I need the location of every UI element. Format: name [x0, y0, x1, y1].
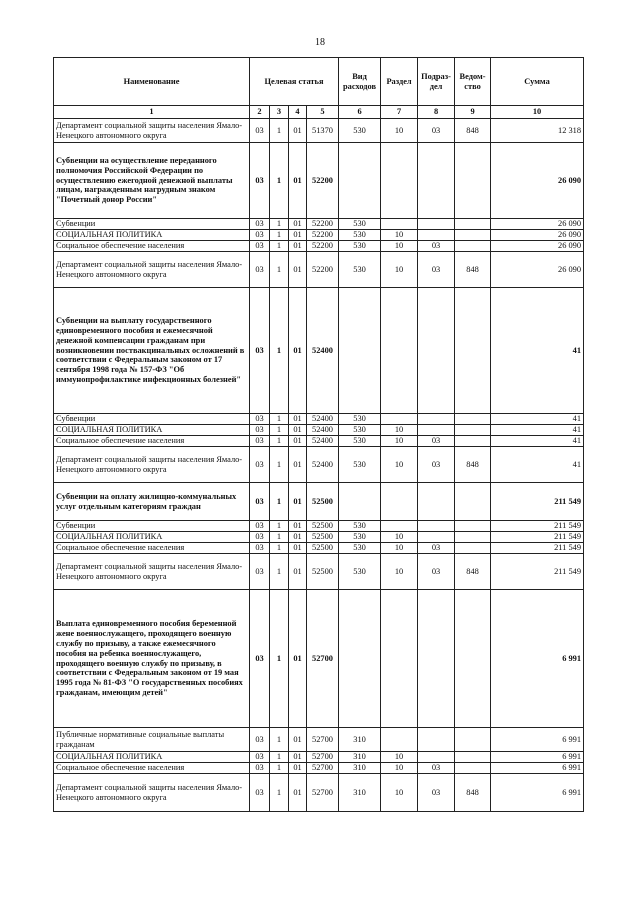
- row-sum: 6 991: [491, 752, 584, 763]
- row-name: Департамент социальной защиты населения Ямало-Ненецкого автономного округа: [54, 252, 250, 288]
- row-target-4: 51370: [307, 119, 339, 143]
- row-name: Департамент социальной защиты населения Ямало-Ненецкого автономного округа: [54, 447, 250, 483]
- row-expense-type: 530: [339, 252, 381, 288]
- table-row: [54, 447, 584, 483]
- row-section: [381, 521, 418, 532]
- row-target-3: 01: [289, 447, 307, 483]
- row-subsection: 03: [418, 241, 455, 252]
- row-target-3: 01: [289, 521, 307, 532]
- header-name: Наименование: [54, 58, 250, 106]
- row-target-3: 01: [289, 252, 307, 288]
- row-name: СОЦИАЛЬНАЯ ПОЛИТИКА: [54, 425, 250, 436]
- row-subsection: [418, 230, 455, 241]
- row-section: [381, 288, 418, 414]
- row-target-3: 01: [289, 752, 307, 763]
- column-number: 8: [418, 106, 455, 119]
- row-target-3: 01: [289, 241, 307, 252]
- row-section: [381, 483, 418, 521]
- row-name: Субвенции: [54, 521, 250, 532]
- row-sum: 211 549: [491, 554, 584, 590]
- row-target-4: 52400: [307, 436, 339, 447]
- row-target-4: 52400: [307, 447, 339, 483]
- row-subsection: [418, 219, 455, 230]
- row-target-4: 52400: [307, 425, 339, 436]
- row-subsection: [418, 288, 455, 414]
- column-number: 7: [381, 106, 418, 119]
- row-sum: 41: [491, 288, 584, 414]
- row-target-3: 01: [289, 543, 307, 554]
- row-department: 848: [455, 774, 491, 812]
- table-row: [54, 543, 584, 554]
- column-number: 10: [491, 106, 584, 119]
- row-target-2: 1: [270, 532, 289, 543]
- row-name: Публичные нормативные социальные выплаты гражданам: [54, 728, 250, 752]
- row-department: [455, 763, 491, 774]
- row-subsection: [418, 483, 455, 521]
- row-target-1: 03: [250, 774, 270, 812]
- table-row: [54, 436, 584, 447]
- row-expense-type: [339, 483, 381, 521]
- row-department: [455, 752, 491, 763]
- row-target-1: 03: [250, 425, 270, 436]
- row-target-1: 03: [250, 436, 270, 447]
- row-target-2: 1: [270, 763, 289, 774]
- row-expense-type: 530: [339, 230, 381, 241]
- row-subsection: 03: [418, 119, 455, 143]
- row-expense-type: 310: [339, 728, 381, 752]
- row-target-1: 03: [250, 241, 270, 252]
- row-expense-type: 530: [339, 543, 381, 554]
- table-row: [54, 483, 584, 521]
- row-section: [381, 728, 418, 752]
- header-sum: Сумма: [491, 58, 584, 106]
- row-target-2: 1: [270, 241, 289, 252]
- row-subsection: 03: [418, 774, 455, 812]
- row-subsection: [418, 590, 455, 728]
- row-subsection: 03: [418, 447, 455, 483]
- row-department: [455, 532, 491, 543]
- row-name: Социальное обеспечение населения: [54, 543, 250, 554]
- column-number: 5: [307, 106, 339, 119]
- table-body: [54, 119, 584, 812]
- row-subsection: 03: [418, 252, 455, 288]
- row-target-2: 1: [270, 554, 289, 590]
- table-row: [54, 728, 584, 752]
- table-row: [54, 143, 584, 219]
- row-expense-type: 530: [339, 425, 381, 436]
- row-target-4: 52500: [307, 543, 339, 554]
- row-sum: 41: [491, 436, 584, 447]
- row-department: [455, 288, 491, 414]
- row-target-2: 1: [270, 436, 289, 447]
- row-department: [455, 521, 491, 532]
- row-subsection: [418, 425, 455, 436]
- table-row: [54, 119, 584, 143]
- row-department: 848: [455, 252, 491, 288]
- row-name: Департамент социальной защиты населения Ямало-Ненецкого автономного округа: [54, 554, 250, 590]
- row-sum: 12 318: [491, 119, 584, 143]
- row-expense-type: 310: [339, 763, 381, 774]
- row-sum: 26 090: [491, 252, 584, 288]
- row-expense-type: 530: [339, 119, 381, 143]
- header-department: Ведом-ство: [455, 58, 491, 106]
- row-target-3: 01: [289, 288, 307, 414]
- table-row: [54, 532, 584, 543]
- row-sum: 211 549: [491, 543, 584, 554]
- row-target-2: 1: [270, 728, 289, 752]
- row-expense-type: 530: [339, 554, 381, 590]
- row-subsection: 03: [418, 554, 455, 590]
- row-target-3: 01: [289, 230, 307, 241]
- row-target-3: 01: [289, 590, 307, 728]
- row-sum: 6 991: [491, 728, 584, 752]
- row-target-1: 03: [250, 252, 270, 288]
- row-name: Субвенции на оплату жилищно-коммунальных услуг отдельным категориям граждан: [54, 483, 250, 521]
- row-target-3: 01: [289, 532, 307, 543]
- table-row: [54, 752, 584, 763]
- table-row: [54, 414, 584, 425]
- row-name: СОЦИАЛЬНАЯ ПОЛИТИКА: [54, 532, 250, 543]
- row-target-3: 01: [289, 728, 307, 752]
- row-section: 10: [381, 252, 418, 288]
- column-number: 2: [250, 106, 270, 119]
- row-target-2: 1: [270, 483, 289, 521]
- row-department: [455, 436, 491, 447]
- column-number: 3: [270, 106, 289, 119]
- budget-table: [53, 57, 584, 812]
- row-target-4: 52700: [307, 728, 339, 752]
- row-section: 10: [381, 543, 418, 554]
- row-target-1: 03: [250, 483, 270, 521]
- row-subsection: [418, 752, 455, 763]
- row-department: [455, 483, 491, 521]
- row-section: 10: [381, 774, 418, 812]
- row-sum: 211 549: [491, 521, 584, 532]
- row-target-2: 1: [270, 521, 289, 532]
- row-department: [455, 241, 491, 252]
- row-target-1: 03: [250, 119, 270, 143]
- row-name: Департамент социальной защиты населения Ямало-Ненецкого автономного округа: [54, 774, 250, 812]
- row-section: 10: [381, 752, 418, 763]
- row-section: 10: [381, 119, 418, 143]
- row-expense-type: 530: [339, 219, 381, 230]
- row-section: 10: [381, 447, 418, 483]
- row-target-1: 03: [250, 288, 270, 414]
- row-section: [381, 590, 418, 728]
- row-subsection: 03: [418, 763, 455, 774]
- row-sum: 26 090: [491, 143, 584, 219]
- row-target-1: 03: [250, 414, 270, 425]
- row-target-4: 52700: [307, 752, 339, 763]
- row-target-2: 1: [270, 414, 289, 425]
- row-sum: 6 991: [491, 774, 584, 812]
- column-number: 4: [289, 106, 307, 119]
- row-target-4: 52700: [307, 774, 339, 812]
- row-target-2: 1: [270, 119, 289, 143]
- row-target-4: 52200: [307, 241, 339, 252]
- row-section: 10: [381, 425, 418, 436]
- row-department: [455, 425, 491, 436]
- column-number: 1: [54, 106, 250, 119]
- row-sum: 41: [491, 425, 584, 436]
- row-expense-type: [339, 288, 381, 414]
- row-subsection: [418, 414, 455, 425]
- row-name: Субвенции: [54, 414, 250, 425]
- row-target-4: 52400: [307, 288, 339, 414]
- row-target-4: 52200: [307, 143, 339, 219]
- row-department: [455, 219, 491, 230]
- column-number: 9: [455, 106, 491, 119]
- row-target-4: 52200: [307, 252, 339, 288]
- row-section: 10: [381, 436, 418, 447]
- row-name: Социальное обеспечение населения: [54, 436, 250, 447]
- row-target-4: 52200: [307, 230, 339, 241]
- row-sum: 41: [491, 447, 584, 483]
- row-target-2: 1: [270, 143, 289, 219]
- row-target-1: 03: [250, 532, 270, 543]
- row-sum: 26 090: [491, 230, 584, 241]
- header-section: Раздел: [381, 58, 418, 106]
- row-section: 10: [381, 763, 418, 774]
- header-target-article: Целевая статья: [250, 58, 339, 106]
- table-row: [54, 521, 584, 532]
- row-expense-type: 530: [339, 414, 381, 425]
- row-target-3: 01: [289, 414, 307, 425]
- row-target-1: 03: [250, 143, 270, 219]
- row-section: [381, 414, 418, 425]
- row-target-2: 1: [270, 288, 289, 414]
- row-expense-type: 530: [339, 521, 381, 532]
- row-target-4: 52500: [307, 483, 339, 521]
- row-target-2: 1: [270, 219, 289, 230]
- row-target-3: 01: [289, 554, 307, 590]
- column-number: 6: [339, 106, 381, 119]
- row-target-2: 1: [270, 774, 289, 812]
- table-header-row: [54, 58, 584, 106]
- row-target-2: 1: [270, 447, 289, 483]
- row-name: Выплата единовременного пособия беременной жене военнослужащего, проходящего военную службу по призыву, а также ежемесячного пособия на ребенка военнослужащего, проходящего военную службу по призыву, в соответствии с Федеральным законом от 19 мая 1995 года № 81-ФЗ "О государственных пособиях гражданам, имеющим детей": [54, 590, 250, 728]
- row-target-2: 1: [270, 230, 289, 241]
- row-target-4: 52500: [307, 554, 339, 590]
- table-row: [54, 219, 584, 230]
- row-expense-type: 310: [339, 752, 381, 763]
- row-name: Субвенции на осуществление переданного полномочия Российской Федерации по осуществлению ежегодной денежной выплаты лицам, награжденным нагрудным знаком "Почетный донор России": [54, 143, 250, 219]
- page-number: 18: [315, 37, 325, 48]
- row-department: 848: [455, 554, 491, 590]
- column-number-row: [54, 106, 584, 119]
- row-target-2: 1: [270, 752, 289, 763]
- row-sum: 211 549: [491, 483, 584, 521]
- table-row: [54, 763, 584, 774]
- table-row: [54, 230, 584, 241]
- row-target-2: 1: [270, 590, 289, 728]
- row-target-4: 52500: [307, 532, 339, 543]
- row-department: 848: [455, 447, 491, 483]
- row-subsection: [418, 521, 455, 532]
- row-target-2: 1: [270, 425, 289, 436]
- row-sum: 26 090: [491, 219, 584, 230]
- row-target-4: 52700: [307, 590, 339, 728]
- row-target-1: 03: [250, 447, 270, 483]
- table-row: [54, 425, 584, 436]
- row-target-1: 03: [250, 752, 270, 763]
- row-department: [455, 590, 491, 728]
- row-subsection: [418, 143, 455, 219]
- row-sum: 6 991: [491, 590, 584, 728]
- row-department: 848: [455, 119, 491, 143]
- row-target-1: 03: [250, 590, 270, 728]
- row-sum: 41: [491, 414, 584, 425]
- row-name: СОЦИАЛЬНАЯ ПОЛИТИКА: [54, 752, 250, 763]
- row-expense-type: [339, 590, 381, 728]
- row-expense-type: 530: [339, 436, 381, 447]
- row-section: 10: [381, 230, 418, 241]
- table-row: [54, 554, 584, 590]
- header-subsection: Подраз-дел: [418, 58, 455, 106]
- row-section: 10: [381, 241, 418, 252]
- row-target-1: 03: [250, 763, 270, 774]
- row-section: [381, 143, 418, 219]
- row-target-3: 01: [289, 436, 307, 447]
- row-target-1: 03: [250, 728, 270, 752]
- row-target-2: 1: [270, 252, 289, 288]
- table-row: [54, 252, 584, 288]
- row-target-3: 01: [289, 483, 307, 521]
- table-row: [54, 288, 584, 414]
- row-name: Субвенции: [54, 219, 250, 230]
- row-target-2: 1: [270, 543, 289, 554]
- row-department: [455, 230, 491, 241]
- row-target-1: 03: [250, 219, 270, 230]
- row-name: Социальное обеспечение населения: [54, 241, 250, 252]
- row-target-3: 01: [289, 119, 307, 143]
- row-name: Департамент социальной защиты населения Ямало-Ненецкого автономного округа: [54, 119, 250, 143]
- row-target-4: 52400: [307, 414, 339, 425]
- row-expense-type: [339, 143, 381, 219]
- row-target-4: 52500: [307, 521, 339, 532]
- table-row: [54, 590, 584, 728]
- row-target-3: 01: [289, 763, 307, 774]
- row-sum: 211 549: [491, 532, 584, 543]
- row-target-4: 52700: [307, 763, 339, 774]
- table-row: [54, 774, 584, 812]
- row-target-3: 01: [289, 143, 307, 219]
- row-name: Социальное обеспечение населения: [54, 763, 250, 774]
- row-sum: 6 991: [491, 763, 584, 774]
- row-expense-type: 530: [339, 447, 381, 483]
- row-target-1: 03: [250, 230, 270, 241]
- row-subsection: 03: [418, 543, 455, 554]
- row-target-1: 03: [250, 543, 270, 554]
- row-expense-type: 530: [339, 532, 381, 543]
- header-expense-type: Вид расходов: [339, 58, 381, 106]
- row-section: [381, 219, 418, 230]
- row-section: 10: [381, 554, 418, 590]
- row-department: [455, 143, 491, 219]
- row-subsection: [418, 728, 455, 752]
- row-department: [455, 414, 491, 425]
- row-target-1: 03: [250, 521, 270, 532]
- row-department: [455, 728, 491, 752]
- row-expense-type: 310: [339, 774, 381, 812]
- row-target-4: 52200: [307, 219, 339, 230]
- row-section: 10: [381, 532, 418, 543]
- row-target-3: 01: [289, 425, 307, 436]
- row-sum: 26 090: [491, 241, 584, 252]
- row-subsection: [418, 532, 455, 543]
- table-row: [54, 241, 584, 252]
- row-target-1: 03: [250, 554, 270, 590]
- row-target-3: 01: [289, 219, 307, 230]
- row-name: СОЦИАЛЬНАЯ ПОЛИТИКА: [54, 230, 250, 241]
- row-subsection: 03: [418, 436, 455, 447]
- row-target-3: 01: [289, 774, 307, 812]
- row-name: Субвенции на выплату государственного единовременного пособия и ежемесячной денежной компенсации гражданам при возникновении поствакцинальных осложнений в соответствии с Федеральным законом от 17 сентября 1998 года № 157-ФЗ "Об иммунопрофилактике инфекционных болезней": [54, 288, 250, 414]
- row-expense-type: 530: [339, 241, 381, 252]
- row-department: [455, 543, 491, 554]
